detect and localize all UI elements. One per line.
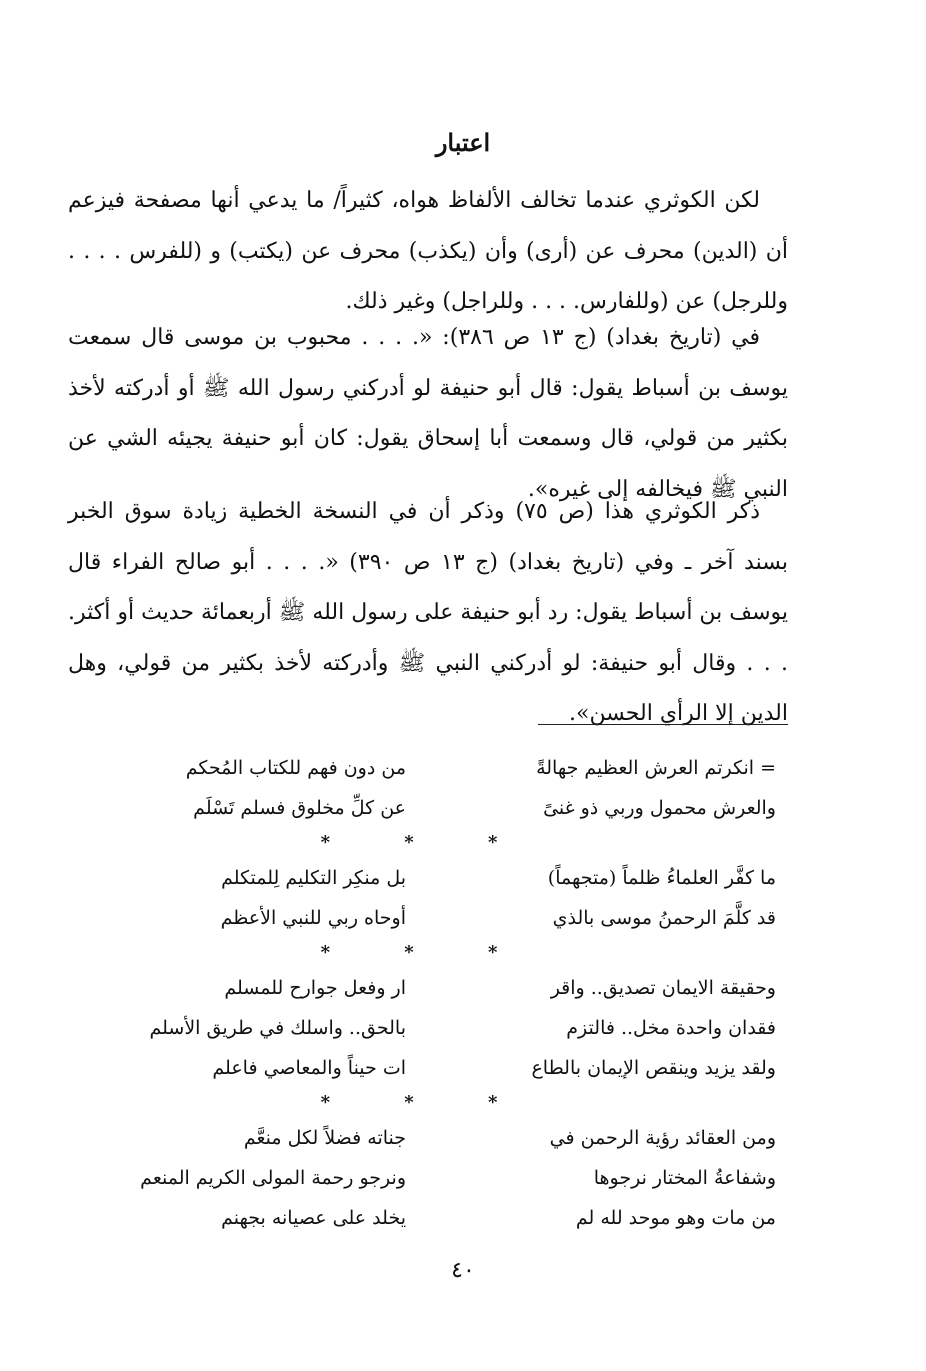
verse-first-hemistich: ولقد يزيد وينقص الإيمان بالطاع — [531, 1057, 776, 1079]
verse-line — [76, 1198, 776, 1238]
verse-first-hemistich: والعرش محمول وربي ذو غنىً — [543, 797, 776, 819]
verse-line — [76, 1118, 776, 1158]
verse-line — [76, 968, 776, 1008]
verse-second-hemistich: بل منكِر التكليم لِلمتكلم — [221, 867, 406, 889]
footnote-poem — [76, 748, 776, 1238]
verse-first-hemistich: من مات وهو موحد لله لم — [575, 1207, 776, 1229]
verse-second-hemistich: أوحاه ربي للنبي الأعظم — [220, 907, 406, 929]
verse-second-hemistich: ونرجو رحمة المولى الكريم المنعم — [140, 1167, 406, 1189]
page-title: اعتبار — [435, 128, 491, 157]
verse-first-hemistich: فقدان واحدة مخل.. فالتزم — [566, 1017, 776, 1039]
verse-line — [76, 788, 776, 828]
verse-first-hemistich: ومن العقائد رؤية الرحمن في — [549, 1127, 776, 1149]
paragraph-1: لكن الكوثري عندما تخالف الألفاظ هواه، كثيراً/ ما يدعي أنها مصفحة فيزعم أن (الدين) محرف عن (أرى) وأن (يكذب) محرف عن (يكتب) و (للفرس . . . . وللرجل) عن (وللفارس. . . . وللراجل) وغير ذلك. — [68, 188, 788, 314]
verse-separator-stars: * * * — [320, 942, 532, 963]
verse-line — [76, 1008, 776, 1048]
footnote-divider — [538, 724, 788, 725]
verse-second-hemistich: بالحق.. واسلك في طريق الأسلم — [149, 1017, 406, 1039]
verse-first-hemistich: وشفاعةُ المختار نرجوها — [593, 1167, 776, 1189]
verse-second-hemistich: من دون فهم للكتاب المُحكم — [185, 757, 406, 779]
verse-line — [76, 1048, 776, 1088]
verse-first-hemistich: قد كلَّمَ الرحمنُ موسى بالذي — [552, 907, 776, 929]
verse-separator-stars: * * * — [320, 1092, 532, 1113]
verse-first-hemistich: ما كفَّر العلماءُ ظلماً (متجهماً) — [547, 867, 776, 889]
verse-second-hemistich: يخلد على عصيانه بجهنم — [221, 1207, 406, 1229]
verse-line — [76, 748, 776, 788]
verse-line — [76, 898, 776, 938]
verse-second-hemistich: عن كلِّ مخلوق فسلم تَسْلَم — [193, 797, 406, 819]
verse-first-hemistich: وحقيقة الايمان تصديق.. واقر — [550, 977, 776, 999]
verse-line — [76, 1158, 776, 1198]
verse-second-hemistich: جناته فضلاً لكل منعَّم — [243, 1127, 406, 1149]
verse-line — [76, 858, 776, 898]
paragraph-3: ذكر الكوثري هذا (ص ٧٥) وذكر أن في النسخة الخطية زيادة سوق الخبر بسند آخر ـ وفي (تاريخ بغداد) (ج ١٣ ص ٣٩٠) «. . . . أبو صالح الفراء قال يوسف بن أسباط يقول: رد أبو حنيفة على رسول الله ﷺ أربعمائة حديث أو أكثر. . . . وقال أبو حنيفة: لو أدركني النبي ﷺ وأدركته لأخذ بكثير من قولي، وهل الدين إلا الرأي الحسن». — [68, 499, 788, 726]
verse-second-hemistich: ار وفعل جوارح للمسلم — [224, 977, 406, 999]
page-number: ٤٠ — [451, 1258, 475, 1283]
verse-second-hemistich: ات حيناً والمعاصي فاعلم — [212, 1057, 406, 1079]
verse-separator-stars: * * * — [320, 832, 532, 853]
verse-first-hemistich: = انكرتم العرش العظيم جهالةً — [536, 757, 776, 779]
paragraph-2: في (تاريخ بغداد) (ج ١٣ ص ٣٨٦): «. . . . محبوب بن موسى قال سمعت يوسف بن أسباط يقول: قال أبو حنيفة لو أدركني رسول الله ﷺ أو أدركته لأخذ بكثير من قولي، قال وسمعت أبا إسحاق يقول: كان أبو حنيفة يجيئه الشي عن النبي ﷺ فيخالفه إلى غيره». — [68, 325, 788, 502]
